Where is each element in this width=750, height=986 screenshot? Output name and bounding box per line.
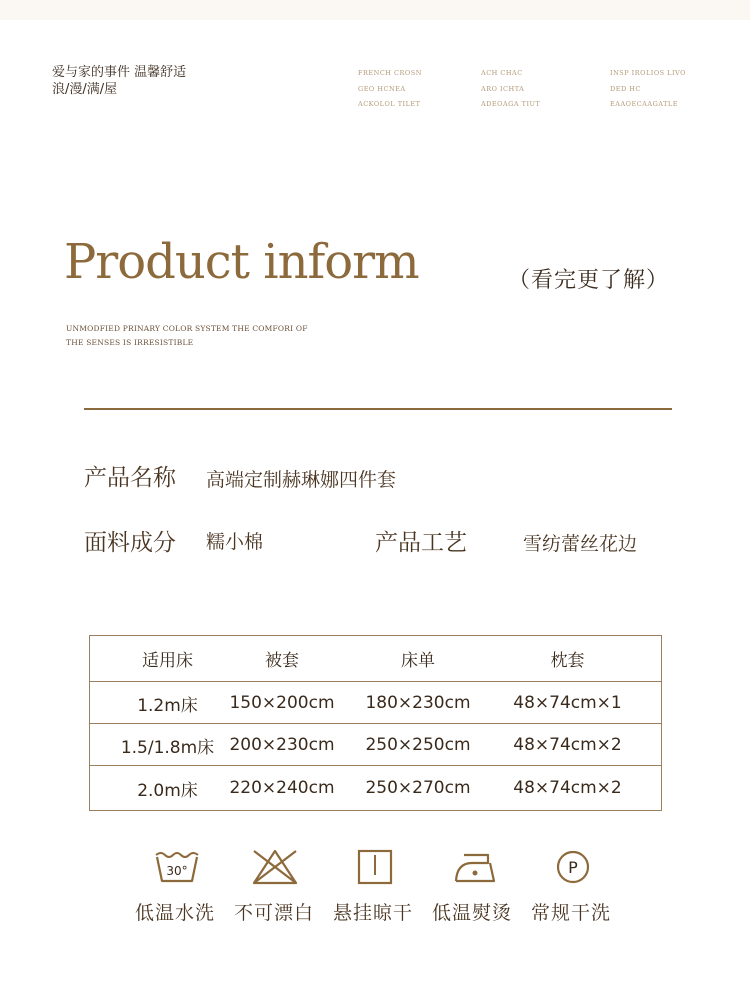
craft-value: 雪纺蕾丝花边 xyxy=(523,533,638,555)
table-cell: 200×230cm xyxy=(229,735,335,755)
meta-column-2 xyxy=(481,66,540,113)
subtitle-line-2: THE SENSES IS IRRESISTIBLE xyxy=(66,338,194,347)
table-cell: 48×74cm×1 xyxy=(513,693,622,713)
product-name-value: 高端定制赫琳娜四件套 xyxy=(206,469,397,491)
table-cell: 220×240cm xyxy=(229,778,335,798)
slogan-line-1: 爱与家的事件 温馨舒适 xyxy=(52,65,187,80)
top-band xyxy=(0,0,750,20)
hang-dry-icon xyxy=(350,845,400,889)
table-cell: 48×74cm×2 xyxy=(513,778,622,798)
table-header-cell: 被套 xyxy=(265,651,299,671)
craft-label: 产品工艺 xyxy=(375,530,467,556)
table-header-row xyxy=(90,636,661,681)
table-header-cell: 床单 xyxy=(401,651,435,671)
care-label-no-bleach: 不可漂白 xyxy=(234,902,315,924)
dry-clean-p-icon xyxy=(548,845,598,889)
product-name-label: 产品名称 xyxy=(84,465,176,491)
title-chinese: （看完更了解） xyxy=(508,268,670,293)
care-label-wash: 低温水洗 xyxy=(135,902,216,924)
no-bleach-icon xyxy=(250,845,300,889)
table-cell: 2.0m床 xyxy=(137,780,198,801)
table-row xyxy=(90,723,661,766)
care-label-dry-clean: 常规干洗 xyxy=(531,902,612,924)
header-slogan xyxy=(52,64,186,98)
table-cell: 1.5/1.8m床 xyxy=(120,737,215,758)
table-cell: 180×230cm xyxy=(365,693,471,713)
wash-temp-text: 30° xyxy=(166,864,188,878)
table-cell: 250×270cm xyxy=(365,778,471,798)
table-header-cell: 适用床 xyxy=(142,651,193,671)
table-cell: 48×74cm×2 xyxy=(513,735,622,755)
meta-text: ADEOAGA TIUT xyxy=(481,100,541,108)
iron-low-icon xyxy=(450,845,500,889)
size-table xyxy=(89,635,662,811)
title-subtitle xyxy=(66,322,308,350)
meta-text: ACH CHAC xyxy=(481,69,523,77)
meta-text: EAAOECAAGATLE xyxy=(610,100,678,108)
section-divider xyxy=(84,408,672,410)
meta-text: ACKOLOL TILET xyxy=(358,100,421,108)
title-english: Product inform xyxy=(64,234,419,290)
fabric-label: 面料成分 xyxy=(84,530,176,556)
slogan-line-2: 浪/漫/满/屋 xyxy=(52,82,118,97)
care-label-iron: 低温熨烫 xyxy=(432,902,513,924)
table-row xyxy=(90,765,661,810)
table-cell: 250×250cm xyxy=(365,735,471,755)
meta-text: GEO HCNEA xyxy=(358,84,406,93)
meta-text: ARO ICHTA xyxy=(481,84,525,93)
table-cell: 150×200cm xyxy=(229,693,335,713)
wash-30-icon xyxy=(152,845,202,889)
meta-column-1 xyxy=(358,66,422,113)
dry-clean-mark: P xyxy=(568,858,578,877)
meta-text: DED HC xyxy=(610,84,641,93)
meta-column-3 xyxy=(610,66,686,113)
subtitle-line-1: UNMODFIED PRINARY COLOR SYSTEM THE COMFORI OF xyxy=(66,324,308,333)
meta-text: FRENCH CROSN xyxy=(358,69,422,77)
care-label-hang-dry: 悬挂晾干 xyxy=(333,902,414,924)
meta-text: INSP IROLIOS LIVO xyxy=(610,69,686,77)
table-header-cell: 枕套 xyxy=(550,651,585,671)
table-cell: 1.2m床 xyxy=(137,695,198,716)
fabric-value: 糯小棉 xyxy=(206,531,264,553)
table-row xyxy=(90,681,661,724)
